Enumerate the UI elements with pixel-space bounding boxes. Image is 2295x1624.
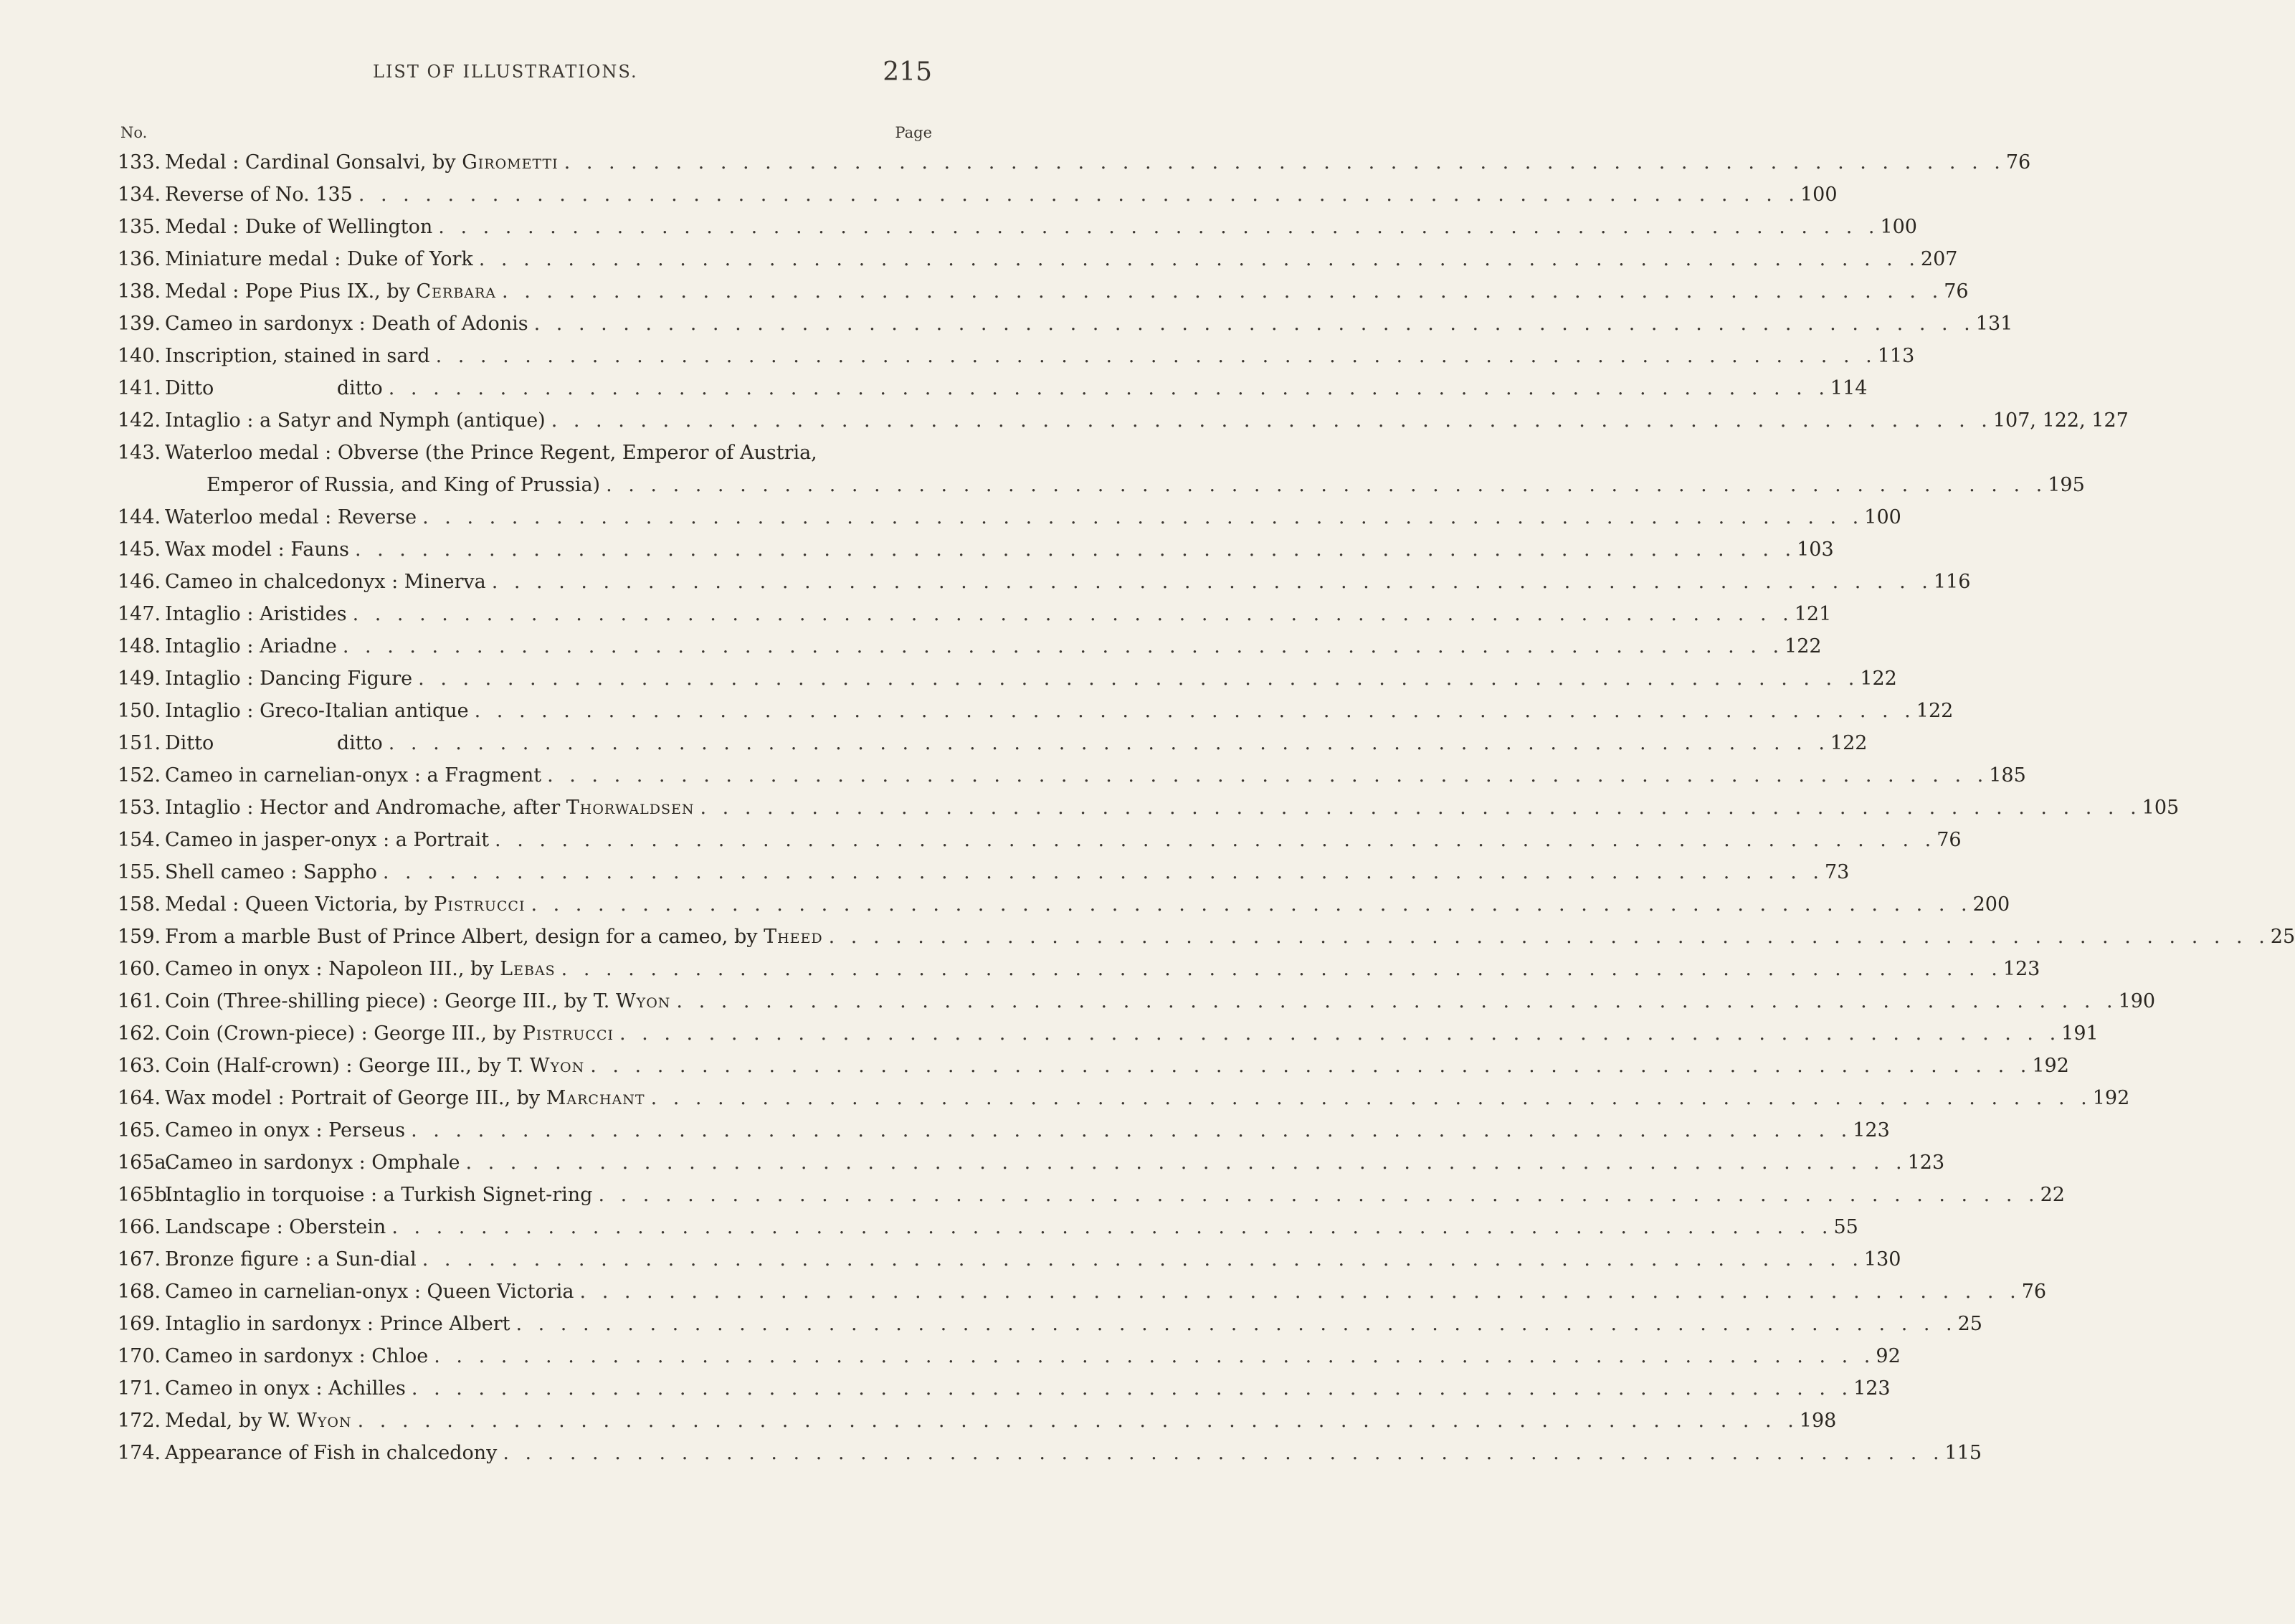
list-item: [118, 533, 1834, 566]
entry-number: 142.: [118, 409, 161, 432]
entry-title: [165, 275, 496, 308]
dot-leader: [574, 1276, 2022, 1308]
entry-artist: Wyon: [529, 1055, 585, 1077]
entry-title: [165, 372, 383, 404]
entry-title: [165, 340, 430, 372]
entry-number: 165b.: [118, 1184, 174, 1206]
list-item: [118, 921, 2295, 953]
entry-page: 122: [1860, 668, 1897, 690]
entry-title: [165, 1050, 584, 1082]
entry-title: [165, 792, 695, 824]
entry-body: [165, 501, 1901, 533]
entry-page: 103: [1797, 538, 1834, 561]
entry-body: [165, 727, 1867, 759]
dot-leader: [337, 630, 1785, 663]
entry-title: [165, 663, 412, 695]
dot-leader: [417, 501, 1864, 533]
entry-page: 131: [1975, 313, 2013, 335]
entry-title: [165, 888, 525, 921]
entry-body: [165, 985, 2155, 1017]
dot-leader: [645, 1082, 2093, 1114]
entry-text: Medal : Pope Pius IX., by: [165, 280, 410, 303]
entry-text: Cameo in carnelian-onyx : a Fragment: [165, 764, 542, 787]
list-item: [118, 856, 1850, 888]
entry-text: Cameo in onyx : Achilles: [165, 1377, 406, 1400]
dot-leader: [614, 1017, 2061, 1050]
entry-number: 134.: [118, 184, 161, 206]
entry-number: 141.: [118, 377, 161, 399]
dot-leader: [383, 372, 1830, 404]
entry-title: [165, 501, 417, 533]
entry-title: [165, 824, 489, 856]
entry-title: [165, 146, 559, 179]
entry-page: 185: [1989, 764, 2026, 787]
entry-title: [165, 1146, 460, 1179]
dot-leader: [823, 921, 2271, 953]
entry-number: 152.: [118, 764, 161, 787]
entry-title: [165, 1437, 497, 1469]
dot-leader: [417, 1243, 1864, 1276]
entry-title: [165, 566, 486, 598]
entry-title: [165, 243, 473, 275]
entry-page: 195: [2048, 474, 2085, 496]
entry-body: [165, 566, 1970, 598]
entry-title: [165, 211, 432, 243]
dot-leader: [460, 1146, 1907, 1179]
entry-body: [165, 243, 1957, 275]
list-item: [118, 146, 2031, 179]
dot-leader: [353, 179, 1800, 211]
entry-text: Cameo in sardonyx : Omphale: [165, 1151, 460, 1174]
entry-body: [165, 437, 2085, 501]
entry-page: 123: [2002, 958, 2040, 980]
list-item: [118, 985, 2156, 1017]
entry-number: 166.: [118, 1216, 161, 1238]
dot-leader: [600, 469, 2048, 501]
entry-page: 190: [2118, 990, 2156, 1012]
entry-number: 150.: [118, 700, 161, 722]
dot-leader: [386, 1211, 1833, 1243]
entry-number: 143.: [118, 442, 161, 464]
dot-leader: [432, 211, 1880, 243]
entry-artist: Thorwaldsen: [566, 797, 695, 819]
entry-body: [165, 372, 1867, 404]
list-item: [118, 598, 1832, 630]
entry-page: 22: [2040, 1184, 2065, 1206]
entry-artist: Girometti: [462, 151, 559, 174]
entry-page: 130: [1863, 1248, 1901, 1271]
entry-number: 148.: [118, 635, 161, 657]
list-item: [118, 630, 1822, 663]
entry-body: [165, 663, 1897, 695]
entry-artist: Wyon: [297, 1410, 352, 1432]
entry-body: [165, 146, 2030, 179]
entry-text: Shell cameo : Sappho: [165, 861, 377, 883]
list-item: [118, 404, 2129, 437]
entry-body: [165, 275, 1969, 308]
entry-line2: [165, 469, 2085, 501]
entry-title: [165, 1114, 405, 1146]
dot-leader: [592, 1179, 2040, 1211]
dot-leader: [510, 1308, 1957, 1340]
list-item: [118, 953, 2040, 985]
list-item: [118, 1211, 1858, 1243]
entry-number: 146.: [118, 571, 161, 593]
list-item: [118, 372, 1868, 404]
entry-body: [165, 824, 1962, 856]
list-item: [118, 1276, 2047, 1308]
list-item: [118, 179, 1838, 211]
entry-text: Cameo in chalcedonyx : Minerva: [165, 571, 486, 593]
entry-text: Wax model : Portrait of George III., by: [165, 1087, 541, 1109]
entry-body: [165, 1050, 2069, 1082]
entry-number: 145.: [118, 538, 161, 561]
entry-text: Waterloo medal : Reverse: [165, 506, 417, 528]
entry-artist: Lebas: [500, 958, 556, 980]
entry-title: [165, 308, 528, 340]
entry-page: 121: [1794, 603, 1832, 625]
dot-leader: [525, 888, 1972, 921]
entry-number: 136.: [118, 248, 161, 270]
entry-title: [165, 985, 670, 1017]
list-item: [118, 1082, 2130, 1114]
dot-leader: [489, 824, 1937, 856]
entry-title: [165, 404, 546, 437]
list-item: [118, 501, 1901, 533]
entry-body: [165, 1017, 2099, 1050]
entry-text: Medal : Duke of Wellington: [165, 216, 433, 238]
dot-leader: [496, 275, 1944, 308]
list-item: [118, 1017, 2099, 1050]
entry-title: [165, 630, 337, 663]
entry-text: Medal : Cardinal Gonsalvi, by: [165, 151, 456, 174]
entry-body: [165, 759, 2026, 792]
dot-leader: [528, 308, 1976, 340]
entry-text: Intaglio in sardonyx : Prince Albert: [165, 1313, 510, 1335]
entry-text: Medal : Queen Victoria, by: [165, 893, 428, 916]
list-item: [118, 1146, 1945, 1179]
entry-number: 165.: [118, 1119, 161, 1141]
dot-leader: [497, 1437, 1944, 1469]
entry-page: 25: [1957, 1313, 1982, 1335]
dot-leader: [406, 1372, 1853, 1405]
entry-number: 151.: [118, 732, 161, 754]
entry-page: 123: [1853, 1377, 1891, 1400]
entry-body: [165, 179, 1838, 211]
entry-number: 169.: [118, 1313, 161, 1335]
entry-text: Intaglio in torquoise : a Turkish Signet-ring: [165, 1184, 593, 1206]
list-item: [118, 211, 1917, 243]
list-item-multiline: [118, 437, 2085, 501]
entry-text: Appearance of Fish in chalcedony: [165, 1442, 498, 1464]
entry-title: [165, 1211, 386, 1243]
entry-title: [165, 1017, 614, 1050]
entry-text: Intaglio : a Satyr and Nymph (antique): [165, 409, 546, 432]
list-item: [118, 824, 1962, 856]
entry-number: 147.: [118, 603, 161, 625]
entry-body: [165, 1276, 2046, 1308]
dot-leader: [412, 663, 1860, 695]
entry-text-line2: Emperor of Russia, and King of Prussia): [206, 474, 601, 496]
entry-artist: Marchant: [546, 1087, 645, 1109]
entry-page: 192: [2032, 1055, 2069, 1077]
entry-body: [165, 1146, 1944, 1179]
entry-text: Cameo in onyx : Perseus: [165, 1119, 406, 1141]
list-item: [118, 663, 1897, 695]
entry-body: [165, 533, 1834, 566]
list-item: [118, 340, 1915, 372]
entry-page: 76: [1937, 829, 1962, 851]
dot-leader: [347, 598, 1795, 630]
entry-text: Intaglio : Hector and Andromache, after: [165, 797, 561, 819]
entry-text: Intaglio : Dancing Figure: [165, 668, 413, 690]
entry-artist: Cerbara: [416, 280, 497, 303]
entry-page: 122: [1785, 635, 1822, 657]
entry-body: [165, 953, 2040, 985]
list-item: [118, 1179, 2065, 1211]
entry-number: 171.: [118, 1377, 161, 1400]
list-item: [118, 695, 1954, 727]
dot-leader: [405, 1114, 1853, 1146]
list-item: [118, 727, 1868, 759]
entry-text: Cameo in carnelian-onyx : Queen Victoria: [165, 1281, 574, 1303]
entry-title: [165, 179, 353, 211]
list-item: [118, 1405, 1837, 1437]
entry-text: Cameo in sardonyx : Chloe: [165, 1345, 429, 1367]
entry-number: 133.: [118, 151, 161, 174]
entry-number: 160.: [118, 958, 161, 980]
entry-text: Cameo in sardonyx : Death of Adonis: [165, 313, 528, 335]
entry-number: 165a.: [118, 1151, 173, 1174]
entry-title: [165, 759, 541, 792]
entry-number: 149.: [118, 668, 161, 690]
entry-body: [165, 1243, 1901, 1276]
entry-title: [165, 1372, 406, 1405]
list-item: [118, 1372, 1891, 1405]
entry-text: Intaglio : Ariadne: [165, 635, 337, 657]
entry-number: 140.: [118, 345, 161, 367]
entry-text: Cameo in onyx : Napoleon III., by: [165, 958, 494, 980]
list-item: [118, 243, 1958, 275]
entry-text: Intaglio : Greco-Italian antique: [165, 700, 469, 722]
entry-title: [165, 533, 349, 566]
entry-number: 158.: [118, 893, 161, 916]
dot-leader: [383, 727, 1830, 759]
dot-leader: [584, 1050, 2032, 1082]
entry-number: 168.: [118, 1281, 161, 1303]
list-item: [118, 1243, 1901, 1276]
entry-body: [165, 792, 2179, 824]
list-item: [118, 1050, 2069, 1082]
entry-number: 159.: [118, 926, 161, 948]
entry-title: [165, 598, 347, 630]
entry-page: 100: [1864, 506, 1901, 528]
entry-page: 100: [1880, 216, 1917, 238]
entry-number: 135.: [118, 216, 161, 238]
entry-text: Bronze figure : a Sun-dial: [165, 1248, 417, 1271]
entry-text: Landscape : Oberstein: [165, 1216, 386, 1238]
entry-body: [165, 1405, 1836, 1437]
entry-body: [165, 308, 2013, 340]
entry-body: [165, 1082, 2129, 1114]
entry-page: 115: [1944, 1442, 1982, 1464]
entry-title: [165, 727, 383, 759]
entry-title: [165, 953, 556, 985]
entry-text-line1: Waterloo medal : Obverse (the Prince Regent, Emperor of Austria,: [165, 442, 817, 464]
entry-text: Cameo in jasper-onyx : a Portrait: [165, 829, 490, 851]
entry-page: 200: [1972, 893, 2010, 916]
entry-body: [165, 598, 1831, 630]
column-header-page: Page: [895, 124, 932, 141]
entry-text: Ditto ditto: [165, 377, 383, 399]
dot-leader: [349, 533, 1797, 566]
entry-page: 92: [1876, 1345, 1901, 1367]
entry-page: 207: [1920, 248, 1958, 270]
entry-body: [165, 1179, 2065, 1211]
entry-page: 73: [1825, 861, 1850, 883]
running-head: LIST OF ILLUSTRATIONS.: [373, 62, 638, 82]
entry-body: [165, 1211, 1858, 1243]
entry-body: [165, 211, 1917, 243]
list-item: [118, 888, 2010, 921]
entry-number: 153.: [118, 797, 161, 819]
entry-title: [165, 1179, 592, 1211]
column-header-no: No.: [120, 124, 148, 141]
entry-page: 198: [1799, 1410, 1837, 1432]
entry-page: 122: [1830, 732, 1868, 754]
entry-body: [165, 888, 2010, 921]
entry-title: [165, 1308, 510, 1340]
dot-leader: [486, 566, 1934, 598]
entry-page: 55: [1833, 1216, 1858, 1238]
entry-body: [165, 340, 1914, 372]
entry-body: [165, 695, 1953, 727]
entry-page: 76: [2005, 151, 2031, 174]
entry-artist: Wyon: [615, 990, 671, 1012]
illustrations-list: [118, 146, 2295, 1469]
dot-leader: [430, 340, 1878, 372]
dot-leader: [428, 1340, 1876, 1372]
dot-leader: [473, 243, 1921, 275]
entry-number: 167.: [118, 1248, 161, 1271]
dot-leader: [556, 953, 2003, 985]
dot-leader: [670, 985, 2118, 1017]
entry-text: Coin (Half-crown) : George III., by T.: [165, 1055, 524, 1077]
entry-number: 139.: [118, 313, 161, 335]
entry-text: From a marble Bust of Prince Albert, design for a cameo, by: [165, 926, 758, 948]
dot-leader: [695, 792, 2142, 824]
entry-text: Ditto ditto: [165, 732, 383, 754]
list-item: [118, 759, 2026, 792]
entry-body: [165, 1437, 1982, 1469]
list-item: [118, 1308, 1982, 1340]
entry-number: 138.: [118, 280, 161, 303]
entry-text: Reverse of No. 135: [165, 184, 353, 206]
entry-page: 100: [1800, 184, 1838, 206]
entry-page: 76: [1944, 280, 1969, 303]
entry-page: 116: [1933, 571, 1971, 593]
entry-page: 25: [2270, 926, 2295, 948]
entry-artist: Pistrucci: [434, 893, 526, 916]
entry-number: 162.: [118, 1022, 161, 1045]
entry-title: [165, 1340, 428, 1372]
dot-leader: [541, 759, 1989, 792]
entry-number: 164.: [118, 1087, 161, 1109]
entry-title: [165, 1243, 417, 1276]
entry-text: Coin (Crown-piece) : George III., by: [165, 1022, 517, 1045]
list-item: [118, 566, 1971, 598]
entry-page: 122: [1916, 700, 1954, 722]
entry-number: 155.: [118, 861, 161, 883]
entry-title: [165, 1082, 645, 1114]
entry-text: Wax model : Fauns: [165, 538, 349, 561]
entry-body: [165, 1308, 1982, 1340]
entry-page: 123: [1853, 1119, 1890, 1141]
entry-page: 113: [1877, 345, 1915, 367]
entry-body: [165, 856, 1849, 888]
entry-text: Miniature medal : Duke of York: [165, 248, 473, 270]
entry-title: [165, 1405, 352, 1437]
entry-page: 192: [2092, 1087, 2130, 1109]
entry-number: 154.: [118, 829, 161, 851]
entry-body: [165, 1114, 1890, 1146]
dot-leader: [352, 1405, 1800, 1437]
entry-page: 107, 122, 127: [1992, 409, 2129, 432]
list-item: [118, 1437, 1982, 1469]
entry-title: [165, 1276, 574, 1308]
entry-title: [165, 856, 377, 888]
entry-number: 174.: [118, 1442, 161, 1464]
list-item: [118, 792, 2180, 824]
dot-leader: [469, 695, 1916, 727]
page-number: 215: [883, 57, 932, 87]
entry-number: 163.: [118, 1055, 161, 1077]
entry-number: 161.: [118, 990, 161, 1012]
entry-page: 105: [2142, 797, 2180, 819]
entry-page: 76: [2021, 1281, 2047, 1303]
entry-page: 123: [1907, 1151, 1945, 1174]
entry-artist: Pistrucci: [522, 1022, 614, 1045]
entry-page: 114: [1830, 377, 1868, 399]
entry-number: 172.: [118, 1410, 161, 1432]
list-item: [118, 1340, 1901, 1372]
entry-body: [165, 630, 1822, 663]
entry-body: [165, 1372, 1891, 1405]
entry-text: Medal, by W.: [165, 1410, 291, 1432]
entry-text: Intaglio : Aristides: [165, 603, 347, 625]
entry-text: Coin (Three-shilling piece) : George III., by T.: [165, 990, 610, 1012]
list-item: [118, 1114, 1890, 1146]
list-item: [118, 275, 1969, 308]
dot-leader: [377, 856, 1825, 888]
entry-number: 170.: [118, 1345, 161, 1367]
entry-artist: Theed: [764, 926, 823, 948]
entry-number: 144.: [118, 506, 161, 528]
entry-title: [165, 695, 469, 727]
dot-leader: [559, 146, 2006, 179]
entry-body: [165, 1340, 1901, 1372]
dot-leader: [546, 404, 1993, 437]
entry-title: [165, 921, 823, 953]
entry-text: Inscription, stained in sard: [165, 345, 430, 367]
entry-body: [165, 921, 2295, 953]
list-item: [118, 308, 2013, 340]
entry-body: [165, 404, 2129, 437]
entry-page: 191: [2061, 1022, 2099, 1045]
